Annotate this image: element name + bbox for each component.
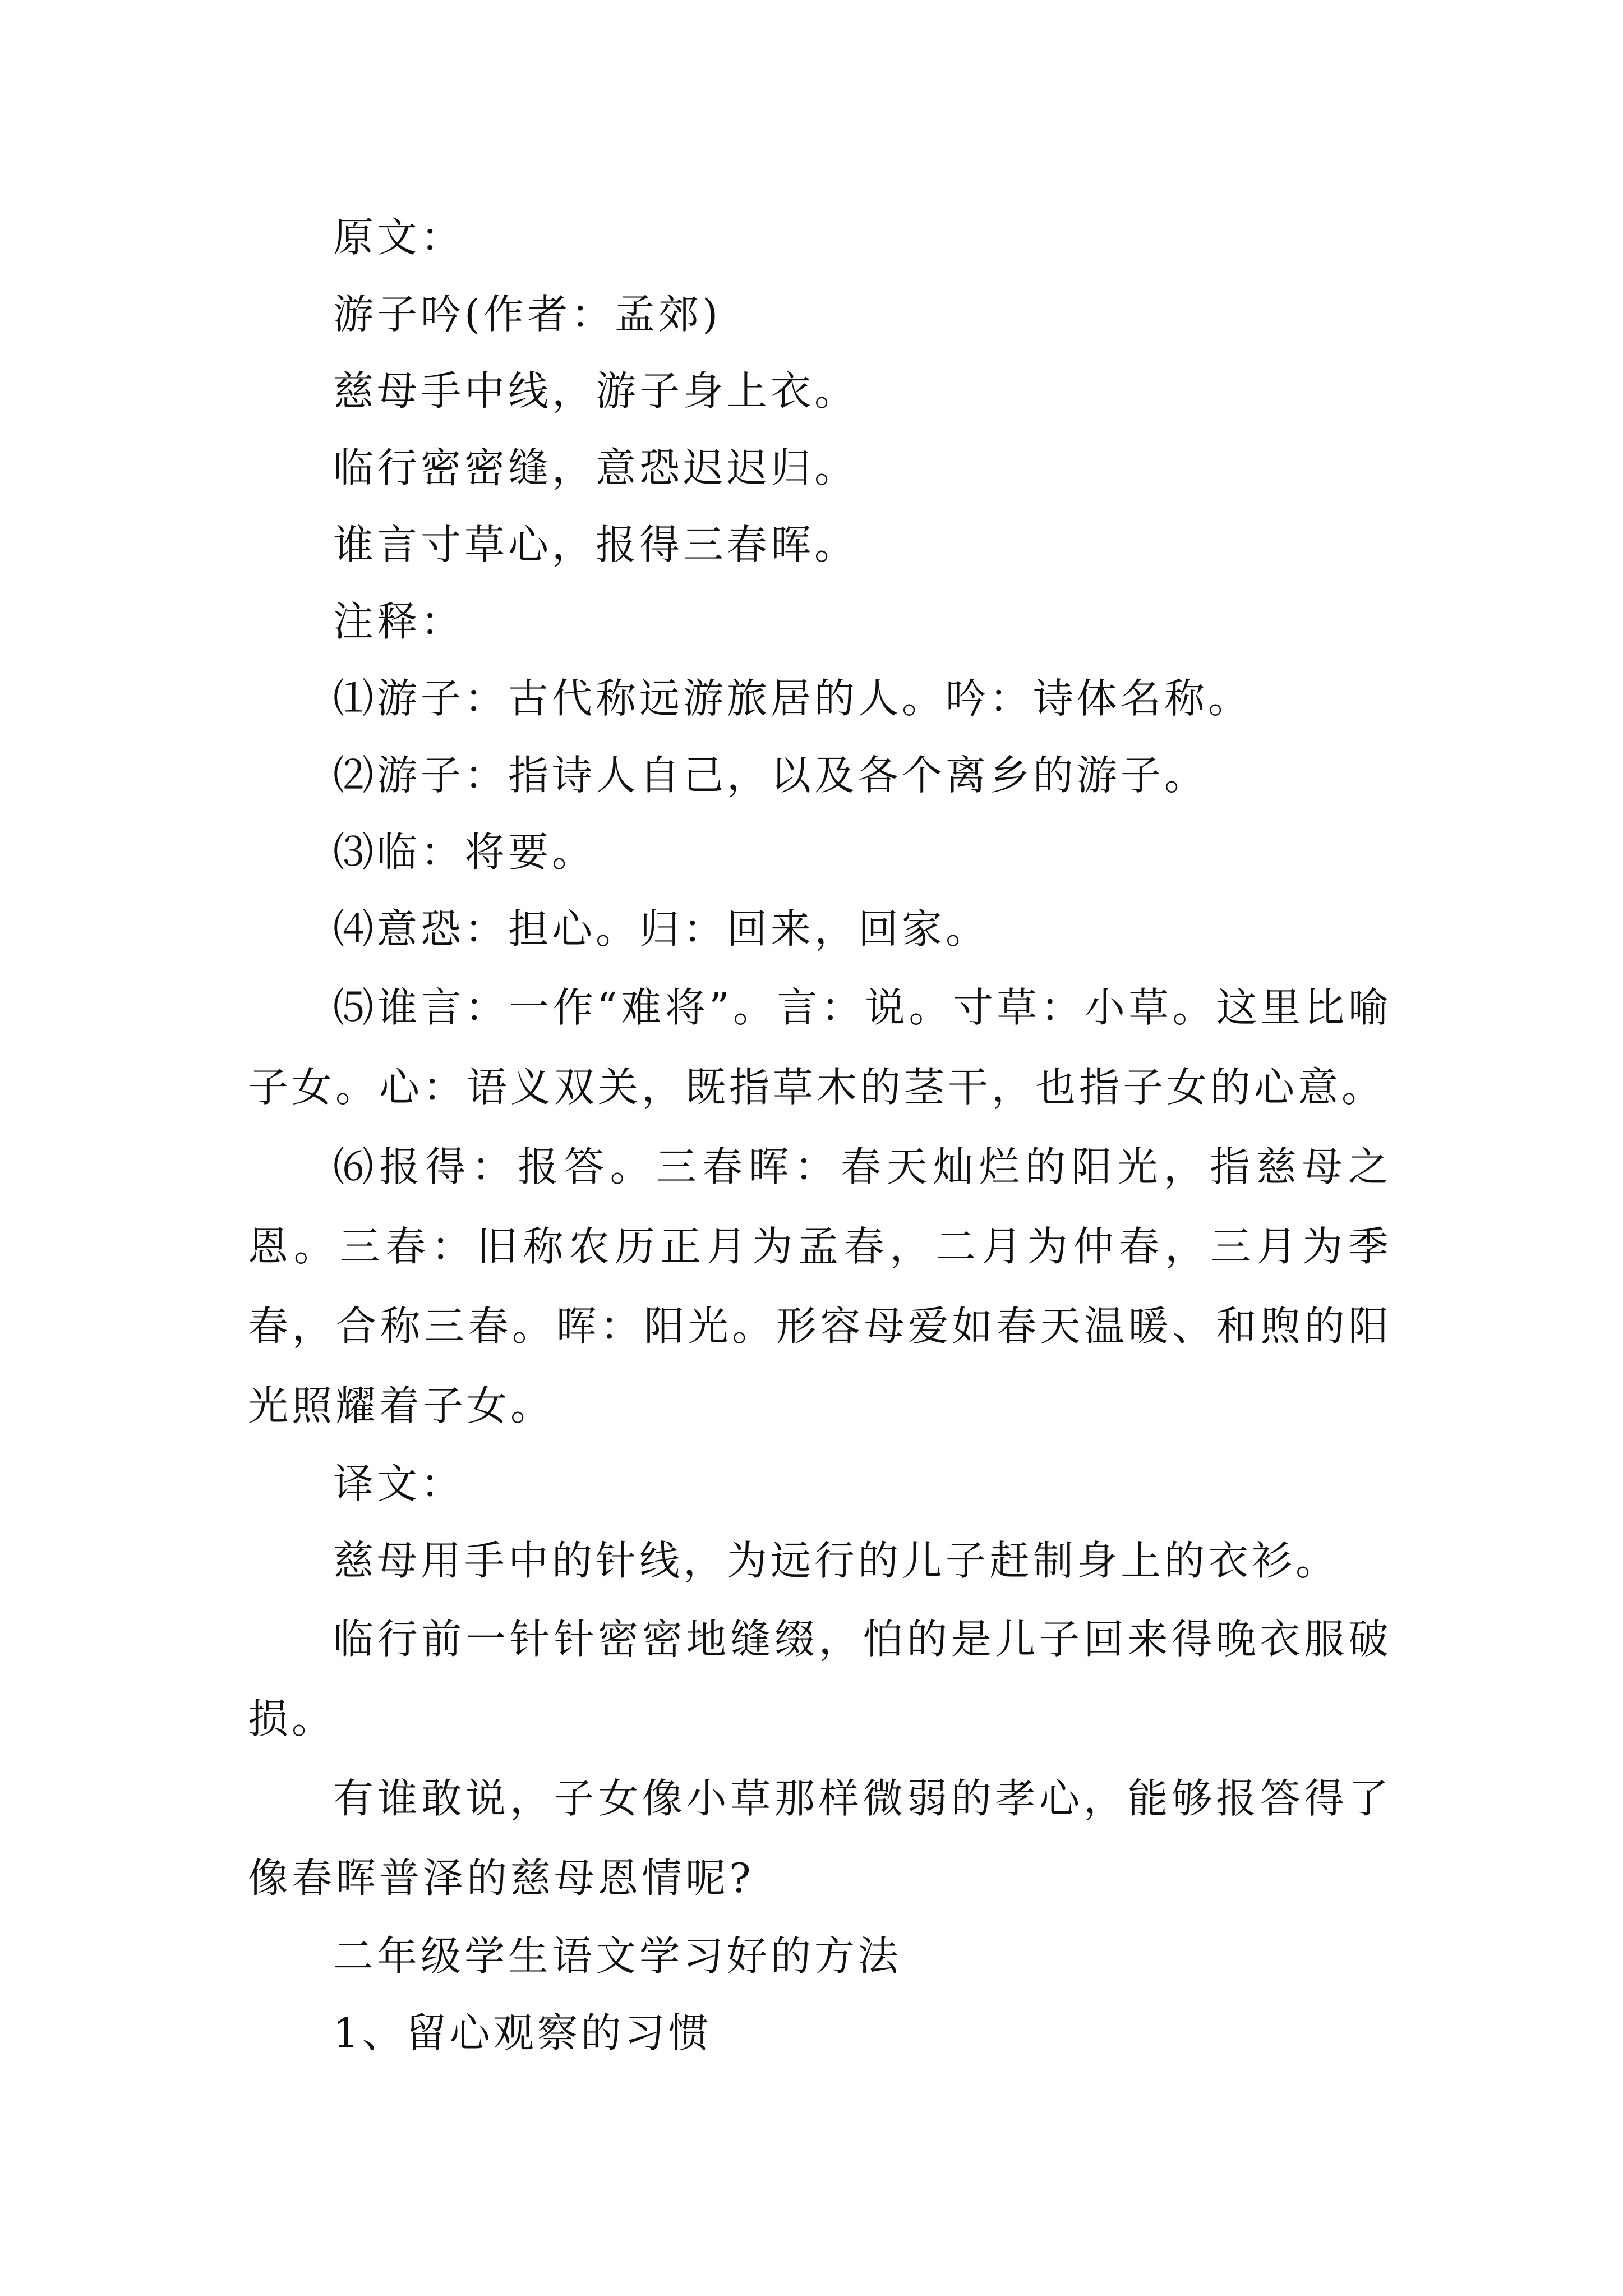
poem-title: 游子吟(作者：孟郊)	[333, 291, 722, 338]
poem-line-3: 谁言寸草心，报得三春晖。	[333, 521, 859, 568]
poem-line-2: 临行密密缝，意恐迟迟归。	[333, 444, 859, 491]
translation-line-1: 慈母用手中的针线，为远行的儿子赶制身上的衣衫。	[333, 1537, 1340, 1584]
section-heading-original-text: 原文：	[333, 214, 465, 261]
section-heading-study-methods: 二年级学生语文学习好的方法	[333, 1932, 902, 1980]
translation-line-3: 有谁敢说，子女像小草那样微弱的孝心，能够报答得了像春晖普泽的慈母恩情呢?	[248, 1775, 1392, 1902]
section-heading-translation: 译文：	[333, 1460, 465, 1507]
note-4: ⑷意恐：担心。归：回来，回家。	[333, 905, 990, 953]
note-6: ⑹报得：报答。三春晖：春天灿烂的阳光，指慈母之恩。三春：旧称农历正月为孟春，二月为仲春，三月为季春，合称三春。晖：阳光。形容母爱如春天温暖、和煦的阳光照耀着子女。	[248, 1143, 1392, 1429]
poem-line-1: 慈母手中线，游子身上衣。	[333, 367, 859, 415]
note-5: ⑸谁言：一作“难将”。言：说。寸草：小草。这里比喻子女。心：语义双关，既指草木的茎干，也指子女的心意。	[248, 984, 1392, 1111]
note-1: ⑴游子：古代称远游旅居的人。吟：诗体名称。	[333, 675, 1252, 722]
section-heading-notes: 注释：	[333, 598, 465, 645]
note-2: ⑵游子：指诗人自己，以及各个离乡的游子。	[333, 752, 1209, 799]
note-3: ⑶临：将要。	[333, 829, 596, 876]
translation-line-2: 临行前一针针密密地缝缀，怕的是儿子回来得晚衣服破损。	[248, 1616, 1392, 1742]
document-body	[248, 199, 1392, 2072]
study-method-1: 1、留心观察的习惯	[333, 2009, 712, 2056]
